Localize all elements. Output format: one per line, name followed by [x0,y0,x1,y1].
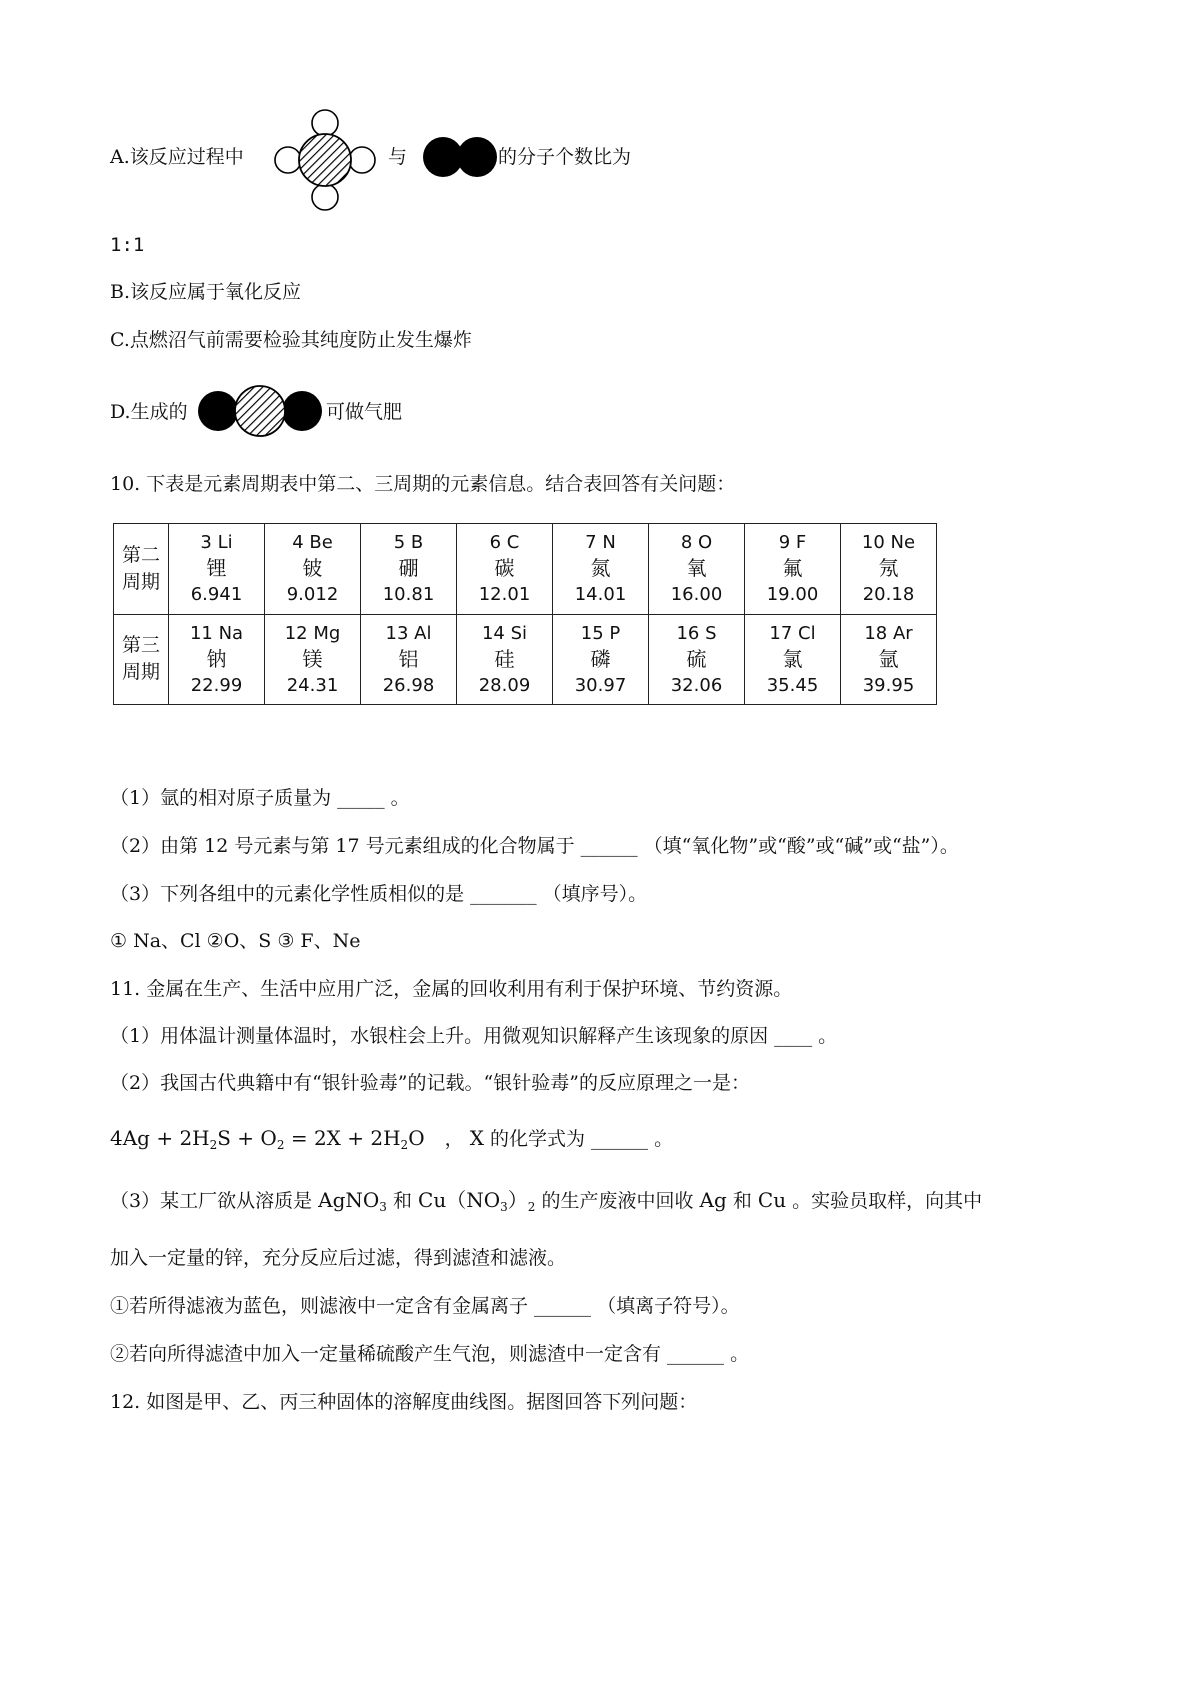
q10-sub1: （1）氩的相对原子质量为 _____ 。 [110,787,410,809]
q11-item2: ②若向所得滤渣中加入一定量稀硫酸产生气泡，则滤渣中一定含有 ______ 。 [110,1343,750,1365]
option-c: C.点燃沼气前需要检验其纯度防止发生爆炸 [110,329,472,351]
element-cell: 16 S 硫 32.06 [649,614,745,705]
q10-sub3: （3）下列各组中的元素化学性质相似的是 _______ （填序号）。 [110,883,648,905]
triatomic-molecule-icon [196,385,324,437]
q11-sub3: （3）某工厂欲从溶质是 AgNO$_3$ 和 $Cu(NO_3)_2$ 的生产废液中回收 Ag 和 Cu 。实验员取样，向其中 [110,1188,983,1214]
option-d-suffix: 可做气肥 [326,401,403,423]
element-cell: 10 Ne 氖 20.18 [841,524,937,615]
q11-equation-line: $4Ag + 2H_2S + O_2 = 2X + 2H_2O$ ， X 的化学式为 ______ 。 [110,1126,674,1152]
period-label: 第二 周期 [114,524,169,615]
option-a-suffix: 的分子个数比为 [498,146,632,168]
element-cell: 5 B 硼 10.81 [361,524,457,615]
option-a-prefix: A.该反应过程中 [110,146,244,168]
option-a-ratio: 1:1 [110,234,145,256]
q12-intro: 12. 如图是甲、乙、丙三种固体的溶解度曲线图。据图回答下列问题： [110,1391,698,1413]
q10-sub2: （2）由第 12 号元素与第 17 号元素组成的化合物属于 ______ （填“氧化物”或“酸”或“碱”或“盐”）。 [110,835,959,857]
q11-intro: 11. 金属在生产、生活中应用广泛，金属的回收利用有利于保护环境、节约资源。 [110,978,793,1000]
element-cell: 17 Cl 氯 35.45 [745,614,841,705]
option-d-prefix: D.生成的 [110,401,188,423]
element-cell: 9 F 氟 19.00 [745,524,841,615]
q11-sub1: （1）用体温计测量体温时，水银柱会上升。用微观知识解释产生该现象的原因 ____ 。 [110,1025,838,1047]
element-cell: 13 Al 铝 26.98 [361,614,457,705]
option-a-line [110,145,244,169]
period-label: 第三 周期 [114,614,169,705]
element-cell: 4 Be 铍 9.012 [265,524,361,615]
period-2-row [114,524,937,615]
q11-item1: ①若所得滤液为蓝色，则滤液中一定含有金属离子 ______ （填离子符号）。 [110,1295,740,1317]
diatomic-molecule-icon [422,136,498,178]
q10-choices: ① Na、Cl ②O、S ③ F、Ne [110,930,361,952]
element-cell: 12 Mg 镁 24.31 [265,614,361,705]
q11-sub3-line2: 加入一定量的锌，充分反应后过滤，得到滤渣和滤液。 [110,1247,567,1269]
element-cell: 18 Ar 氩 39.95 [841,614,937,705]
element-cell: 7 N 氮 14.01 [553,524,649,615]
period-3-row [114,614,937,705]
element-cell: 14 Si 硅 28.09 [457,614,553,705]
methane-molecule-icon [270,105,380,215]
option-b: B.该反应属于氧化反应 [110,281,302,303]
option-a-mid: 与 [388,146,408,168]
element-cell: 11 Na 钠 22.99 [169,614,265,705]
element-cell: 6 C 碳 12.01 [457,524,553,615]
element-cell: 3 Li 锂 6.941 [169,524,265,615]
chemical-equation: $4Ag + 2H_2S + O_2 = 2X + 2H_2O$ [110,1126,425,1152]
element-cell: 8 O 氧 16.00 [649,524,745,615]
q11-sub2: （2）我国古代典籍中有“银针验毒”的记载。“银针验毒”的反应原理之一是： [110,1072,750,1094]
q10-intro: 10. 下表是元素周期表中第二、三周期的元素信息。结合表回答有关问题： [110,473,736,495]
periodic-table [113,523,937,705]
element-cell: 15 P 磷 30.97 [553,614,649,705]
